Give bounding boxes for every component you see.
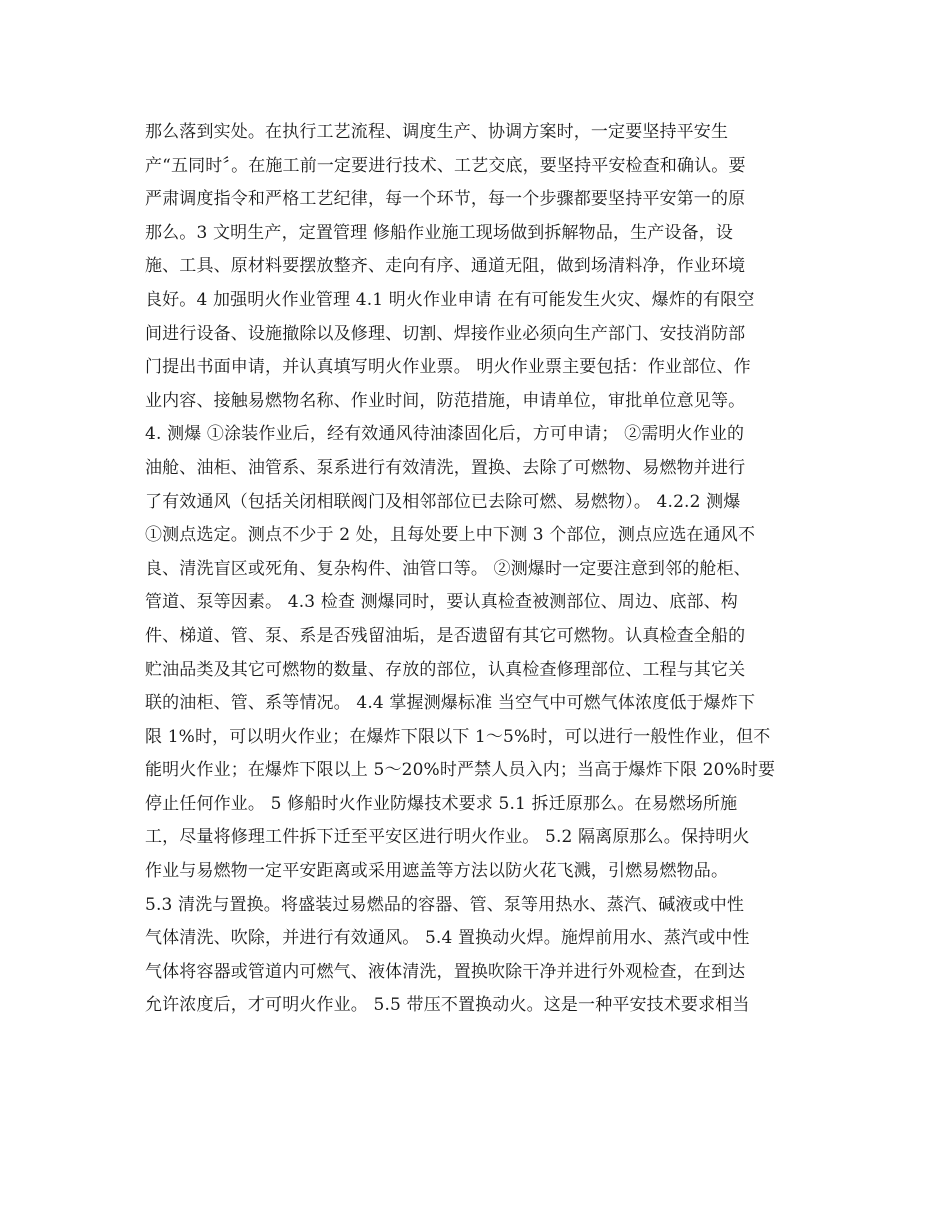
text-line: 良、清洗盲区或死角、复杂构件、油管口等。 ②测爆时一定要注意到邻的舱柜、 xyxy=(145,558,751,579)
text-line: ①测点选定。测点不少于 2 处，且每处要上中下测 3 个部位，测点应选在通风不 xyxy=(145,525,756,546)
text-line: 了有效通风（包括关闭相联阀门及相邻部位已去除可燃、易燃物）。 4.2.2 测爆 xyxy=(145,491,741,512)
text-line: 油舱、油柜、油管系、泵系进行有效清洗，置换、去除了可燃物、易燃物并进行 xyxy=(145,457,746,478)
text-line: 贮油品类及其它可燃物的数量、存放的部位，认真检查修理部位、工程与其它关 xyxy=(145,659,746,680)
text-line: 件、梯道、管、泵、系是否残留油垢，是否遗留有其它可燃物。认真检查全船的 xyxy=(145,625,746,646)
text-line: 那么。3 文明生产，定置管理 修船作业施工现场做到拆解物品，生产设备，设 xyxy=(145,222,734,243)
text-line: 5.3 清洗与置换。将盛装过易燃品的容器、管、泵等用热水、蒸汽、碱液或中性 xyxy=(145,894,744,915)
text-line: 气体清洗、吹除，并进行有效通风。 5.4 置换动火焊。施焊前用水、蒸汽或中性 xyxy=(145,928,750,949)
text-line: 业内容、接触易燃物名称、作业时间，防范措施，申请单位，审批单位意见等。 xyxy=(145,390,746,411)
text-line: 良好。4 加强明火作业管理 4.1 明火作业申请 在有可能发生火灾、爆炸的有限空 xyxy=(145,289,755,310)
text-line: 4. 测爆 ①涂装作业后，经有效通风待油漆固化后，方可申请； ②需明火作业的 xyxy=(145,424,745,445)
text-line: 门提出书面申请，并认真填写明火作业票。 明火作业票主要包括：作业部位、作 xyxy=(145,357,751,378)
text-line: 产“五同时〞。在施工前一定要进行技术、工艺交底，要坚持平安检查和确认。要 xyxy=(145,155,746,176)
text-line: 管道、泵等因素。 4.3 检查 测爆同时，要认真检查被测部位、周边、底部、构 xyxy=(145,592,738,613)
text-line: 允许浓度后，才可明火作业。 5.5 带压不置换动火。这是一种平安技术要求相当 xyxy=(145,995,750,1016)
text-line: 施、工具、原材料要摆放整齐、走向有序、通道无阻，做到场清料净，作业环境 xyxy=(145,256,746,277)
text-line: 能明火作业；在爆炸下限以上 5～20%时严禁人员入内；当高于爆炸下限 20%时要 xyxy=(145,760,776,781)
text-line: 联的油柜、管、系等情况。 4.4 掌握测爆标准 当空气中可燃气体浓度低于爆炸下 xyxy=(145,693,756,714)
text-line: 停止任何作业。 5 修船时火作业防爆技术要求 5.1 拆迁原那么。在易燃场所施 xyxy=(145,793,738,814)
body-text xyxy=(145,116,805,1023)
text-line: 严肃调度指令和严格工艺纪律，每一个环节，每一个步骤都要坚持平安第一的原 xyxy=(145,189,746,210)
text-line: 间进行设备、设施撤除以及修理、切割、焊接作业必须向生产部门、安技消防部 xyxy=(145,323,746,344)
text-line: 限 1%时，可以明火作业；在爆炸下限以下 1～5%时，可以进行一般性作业，但不 xyxy=(145,726,771,747)
text-line: 作业与易燃物一定平安距离或采用遮盖等方法以防火花飞溅，引燃易燃物品。 xyxy=(145,861,729,882)
text-line: 那么落到实处。在执行工艺流程、调度生产、协调方案时，一定要坚持平安生 xyxy=(145,122,729,142)
text-line: 工，尽量将修理工件拆下迁至平安区进行明火作业。 5.2 隔离原那么。保持明火 xyxy=(145,827,750,848)
text-line: 气体将容器或管道内可燃气、液体清洗，置换吹除干净并进行外观检查，在到达 xyxy=(145,961,746,982)
